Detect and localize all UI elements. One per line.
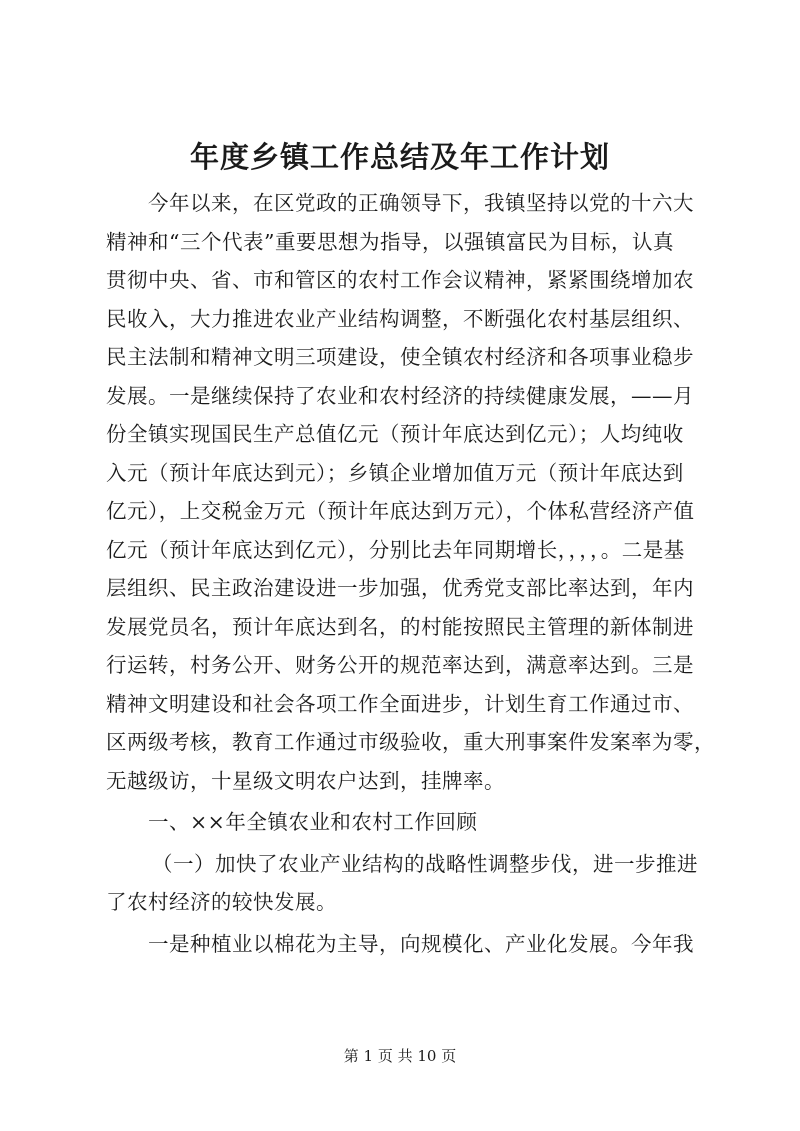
section-heading: 一、××年全镇农业和农村工作回顾 bbox=[148, 810, 478, 834]
paragraph-line: 民收入，大力推进农业产业结构调整，不断强化农村基层组织、 bbox=[106, 306, 694, 331]
paragraph-line: 无越级访，十星级文明农户达到，挂牌率。 bbox=[106, 768, 505, 793]
document-title: 年度乡镇工作总结及年工作计划 bbox=[189, 140, 610, 174]
paragraph-line: 入元（预计年底达到元）；乡镇企业增加值万元（预计年底达到 bbox=[106, 460, 684, 485]
paragraph-line: 贯彻中央、省、市和管区的农村工作会议精神，紧紧围绕增加农 bbox=[106, 268, 694, 292]
paragraph-line: 区两级考核，教育工作通过市级验收，重大刑事案件发案率为零， bbox=[106, 730, 715, 754]
paragraph-line: 亿元），上交税金万元（预计年底达到万元），个体私营经济产值 bbox=[106, 499, 695, 523]
page-number-footer: 第 1 页 共 10 页 bbox=[343, 1047, 457, 1065]
paragraph-line: 行运转，村务公开、财务公开的规范率达到，满意率达到。三是 bbox=[106, 653, 694, 677]
subsection-heading-line: （一）加快了农业产业结构的战略性调整步伐，进一步推进 bbox=[152, 851, 698, 876]
paragraph-line: 民主法制和精神文明三项建设，使全镇农村经济和各项事业稳步 bbox=[106, 345, 694, 369]
paragraph-line: 精神和“三个代表”重要思想为指导，以强镇富民为目标，认真 bbox=[106, 229, 674, 254]
paragraph-line: 亿元（预计年底达到亿元），分别比去年同期增长，，，，。二是基 bbox=[106, 537, 685, 562]
paragraph-line: 一是种植业以棉花为主导，向规模化、产业化发展。今年我 bbox=[148, 931, 694, 956]
paragraph-line: 发展党员名，预计年底达到名，的村能按照民主管理的新体制进 bbox=[106, 614, 694, 639]
subsection-heading-line: 了农村经济的较快发展。 bbox=[106, 890, 337, 914]
paragraph-line: 精神文明建设和社会各项工作全面进步，计划生育工作通过市、 bbox=[106, 691, 694, 716]
paragraph-line: 发展。一是继续保持了农业和农村经济的持续健康发展，——月 bbox=[106, 383, 694, 408]
paragraph-line: 今年以来，在区党政的正确领导下，我镇坚持以党的十六大 bbox=[148, 191, 694, 215]
document-body bbox=[106, 184, 715, 963]
paragraph-line: 层组织、民主政治建设进一步加强，优秀党支部比率达到，年内 bbox=[106, 576, 694, 600]
paragraph-line: 份全镇实现国民生产总值亿元（预计年底达到亿元）；人均纯收 bbox=[106, 422, 684, 446]
